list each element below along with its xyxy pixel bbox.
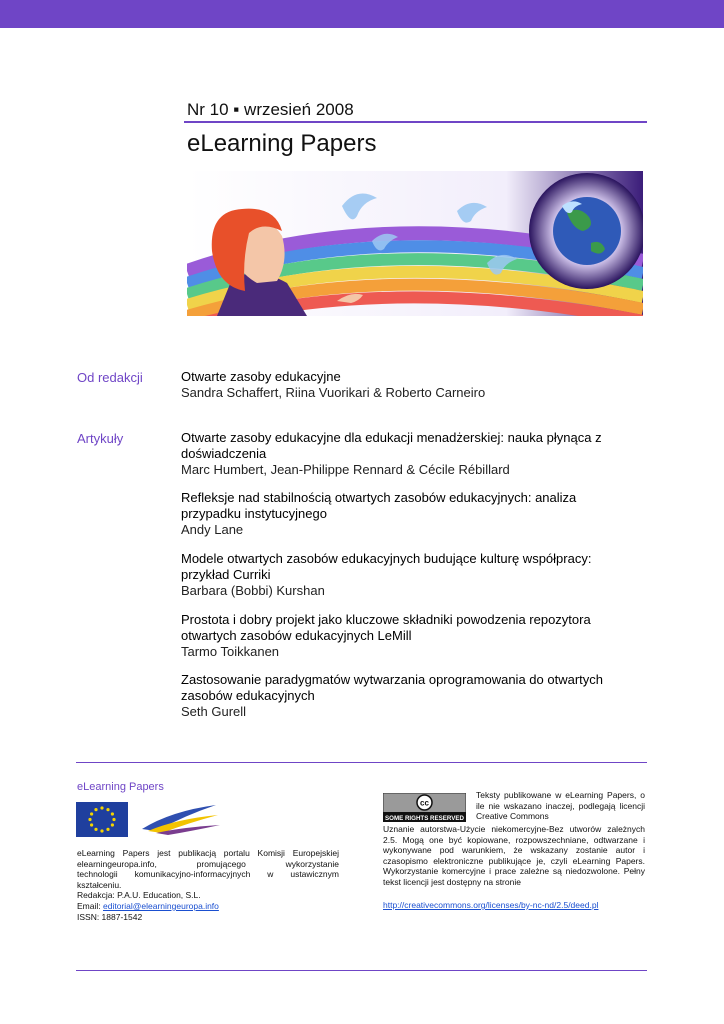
entry-authors: Seth Gurell (181, 704, 247, 719)
entry-authors: Barbara (Bobbi) Kurshan (181, 583, 325, 598)
eu-flag-icon (76, 802, 128, 837)
article-entry-2 (181, 490, 641, 538)
email-link[interactable]: editorial@elearningeuropa.info (103, 900, 219, 911)
entry-title-cont: doświadczenia (181, 446, 267, 461)
footer-label: eLearning Papers (77, 781, 164, 793)
entry-title: Refleksje nad stabilnością otwartych zasobów edukacyjnych: analiza (181, 490, 577, 505)
editorial-entry (181, 369, 641, 401)
email-label: Email: (77, 900, 101, 911)
license-intro: Teksty publikowane w eLearning Papers, o ile nie wskazano inaczej, podlegają licencji Creative Commons (476, 790, 645, 822)
issn-line: ISSN: 1887-1542 (77, 911, 143, 922)
article-entry-4 (181, 612, 641, 660)
page-title: eLearning Papers (187, 130, 377, 157)
entry-title-cont: przypadku instytucyjnego (181, 506, 327, 521)
creative-commons-badge[interactable] (383, 793, 466, 822)
entry-title: Prostota i dobry projekt jako kluczowe składniki powodzenia repozytora (181, 612, 591, 627)
entry-authors: Sandra Schaffert, Riina Vuorikari & Roberto Carneiro (181, 385, 486, 400)
header-rule (184, 121, 647, 123)
issue-info: Nr 10 ▪ wrzesień 2008 (187, 100, 354, 119)
entry-authors: Tarmo Toikkanen (181, 644, 280, 659)
section-label-articles: Artykuły (77, 431, 124, 446)
entry-title-cont: otwartych zasobów edukacyjnych LeMill (181, 628, 412, 643)
footer-logos (76, 801, 226, 839)
top-bar (0, 0, 724, 28)
cover-illustration (187, 171, 643, 316)
article-entry-5 (181, 672, 641, 720)
entry-title-cont: zasobów edukacyjnych (181, 688, 315, 703)
entry-title: Otwarte zasoby edukacyjne (181, 369, 341, 384)
article-entry-1 (181, 430, 641, 478)
publisher-line: eLearning Papers jest publikacją portalu Komisji Europejskiej (77, 848, 339, 858)
cc-badge-text: SOME RIGHTS RESERVED (385, 815, 464, 822)
footer-rule-bottom (76, 970, 647, 971)
entry-title: Zastosowanie paradygmatów wytwarzania oprogramowania do otwartych (181, 672, 603, 687)
license-text: Uznanie autorstwa-Użycie niekomercyjne-Bez utworów zależnych 2.5. Mogą one być kopiowane, rozpowszechniane, odtwarzane i wykonywane pod warunkiem, że wskazany zostanie autor i czasopismo elektroniczne publikujące je, czyli eLearning Papers. Wykorzystanie komercyjne i prace zależne są niedozwolone. Pełny tekst licencji jest dostępny na stronie (383, 824, 645, 887)
svg-text:cc: cc (420, 798, 429, 808)
license-link[interactable]: http://creativecommons.org/licenses/by-nc-nd/2.5/deed.pl (383, 900, 599, 910)
footer-rule-top (76, 762, 647, 763)
editor-line: Redakcja: P.A.U. Education, S.L. (77, 890, 201, 901)
entry-authors: Marc Humbert, Jean-Philippe Rennard & Cécile Rébillard (181, 462, 510, 477)
article-entry-3 (181, 551, 641, 599)
publisher-line: kształceniu. (77, 879, 122, 890)
entry-title-cont: przykład Curriki (181, 567, 271, 582)
entry-title: Modele otwartych zasobów edukacyjnych budujące kulturę współpracy: (181, 551, 592, 566)
cc-icon (417, 795, 432, 810)
entry-title: Otwarte zasoby edukacyjne dla edukacji menadżerskiej: nauka płynąca z (181, 430, 602, 445)
entry-authors: Andy Lane (181, 522, 244, 537)
email-line (77, 901, 339, 912)
publisher-line: technologii komunikacyjno-informacyjnych w ustawicznym (77, 869, 339, 880)
section-label-editorial: Od redakcji (77, 370, 143, 385)
footer-publisher-info (77, 848, 339, 922)
publisher-line: elearningeuropa.info, promującego wykorzystanie (77, 858, 339, 869)
lifelong-learning-logo-icon (142, 805, 220, 835)
